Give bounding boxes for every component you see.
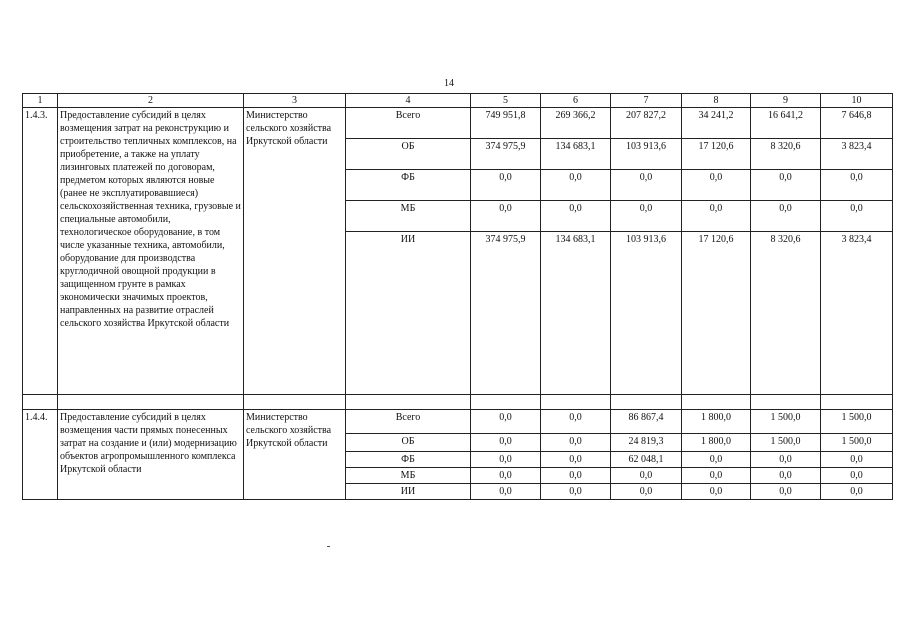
value-cell: 0,0 [751,468,821,484]
funding-source: ФБ [346,452,471,468]
value-cell: 0,0 [471,452,541,468]
value-cell: 0,0 [682,484,751,500]
value-cell: 0,0 [611,484,682,500]
value-cell: 0,0 [541,468,611,484]
value-cell: 7 646,8 [821,108,893,139]
value-cell: 0,0 [682,452,751,468]
value-cell: 1 800,0 [682,410,751,434]
value-cell: 0,0 [821,452,893,468]
value-cell: 0,0 [751,484,821,500]
value-cell: 1 500,0 [751,410,821,434]
column-header: 4 [346,94,471,108]
table-spacer-row [23,395,893,410]
value-cell: 0,0 [471,410,541,434]
column-header: 5 [471,94,541,108]
value-cell: 0,0 [751,201,821,232]
value-cell: 0,0 [611,468,682,484]
value-cell: 16 641,2 [751,108,821,139]
value-cell: 103 913,6 [611,139,682,170]
column-header: 8 [682,94,751,108]
value-cell: 34 241,2 [682,108,751,139]
funding-source: МБ [346,468,471,484]
value-cell: 0,0 [682,468,751,484]
value-cell: 0,0 [541,484,611,500]
row-id: 1.4.3. [23,108,58,395]
value-cell: 0,0 [471,170,541,201]
value-cell: 0,0 [682,170,751,201]
value-cell: 134 683,1 [541,139,611,170]
table-row [23,108,893,139]
column-header: 2 [58,94,244,108]
funding-source: ФБ [346,170,471,201]
value-cell: 24 819,3 [611,434,682,452]
funding-source: МБ [346,201,471,232]
scan-artifact [327,546,330,547]
table-row [23,410,893,434]
value-cell: 0,0 [821,201,893,232]
value-cell: 1 500,0 [751,434,821,452]
value-cell: 0,0 [611,201,682,232]
value-cell: 749 951,8 [471,108,541,139]
value-cell: 1 500,0 [821,434,893,452]
value-cell: 0,0 [611,170,682,201]
row-executor: Министерство сельского хозяйства Иркутской области [244,410,346,500]
column-header: 6 [541,94,611,108]
column-header: 1 [23,94,58,108]
row-executor: Министерство сельского хозяйства Иркутской области [244,108,346,395]
column-header: 3 [244,94,346,108]
value-cell: 269 366,2 [541,108,611,139]
page-number: 14 [444,78,454,89]
value-cell: 8 320,6 [751,139,821,170]
value-cell: 134 683,1 [541,232,611,395]
value-cell: 0,0 [821,170,893,201]
column-header: 7 [611,94,682,108]
value-cell: 0,0 [541,201,611,232]
value-cell: 374 975,9 [471,139,541,170]
funding-source: Всего [346,108,471,139]
value-cell: 0,0 [471,434,541,452]
funding-source: ОБ [346,434,471,452]
budget-table [22,93,893,500]
value-cell: 1 800,0 [682,434,751,452]
value-cell: 0,0 [471,484,541,500]
value-cell: 0,0 [541,410,611,434]
row-description: Предоставление субсидий в целях возмещения затрат на реконструкцию и строительство тепличных комплексов, на приобретение, а также на уплату лизинговых платежей по договорам, предметом которых являются новые (ранее не эксплуатировавшиеся) сельскохозяйственная техника, грузовые и специальные автомобили, технологическое оборудование, в том числе указанные техника, автомобили, оборудование для производства круглодичной овощной продукции в защищенном грунте в рамках экономически значимых проектов, направленных на развитие отраслей сельского хозяйства Иркутской области [58,108,244,395]
value-cell: 8 320,6 [751,232,821,395]
value-cell: 0,0 [541,434,611,452]
value-cell: 0,0 [821,468,893,484]
row-id: 1.4.4. [23,410,58,500]
value-cell: 17 120,6 [682,232,751,395]
column-header: 10 [821,94,893,108]
value-cell: 1 500,0 [821,410,893,434]
funding-source: Всего [346,410,471,434]
funding-source: ИИ [346,484,471,500]
row-description: Предоставление субсидий в целях возмещения части прямых понесенных затрат на создание и (или) модернизацию объектов агропромышленного комплекса Иркутской области [58,410,244,500]
value-cell: 207 827,2 [611,108,682,139]
value-cell: 0,0 [541,452,611,468]
column-header: 9 [751,94,821,108]
value-cell: 0,0 [682,201,751,232]
value-cell: 0,0 [751,170,821,201]
funding-source: ОБ [346,139,471,170]
value-cell: 0,0 [471,468,541,484]
value-cell: 103 913,6 [611,232,682,395]
column-header-row [23,94,893,108]
value-cell: 0,0 [541,170,611,201]
value-cell: 3 823,4 [821,232,893,395]
value-cell: 0,0 [751,452,821,468]
value-cell: 0,0 [821,484,893,500]
funding-source: ИИ [346,232,471,395]
value-cell: 86 867,4 [611,410,682,434]
value-cell: 62 048,1 [611,452,682,468]
value-cell: 374 975,9 [471,232,541,395]
value-cell: 3 823,4 [821,139,893,170]
value-cell: 0,0 [471,201,541,232]
value-cell: 17 120,6 [682,139,751,170]
